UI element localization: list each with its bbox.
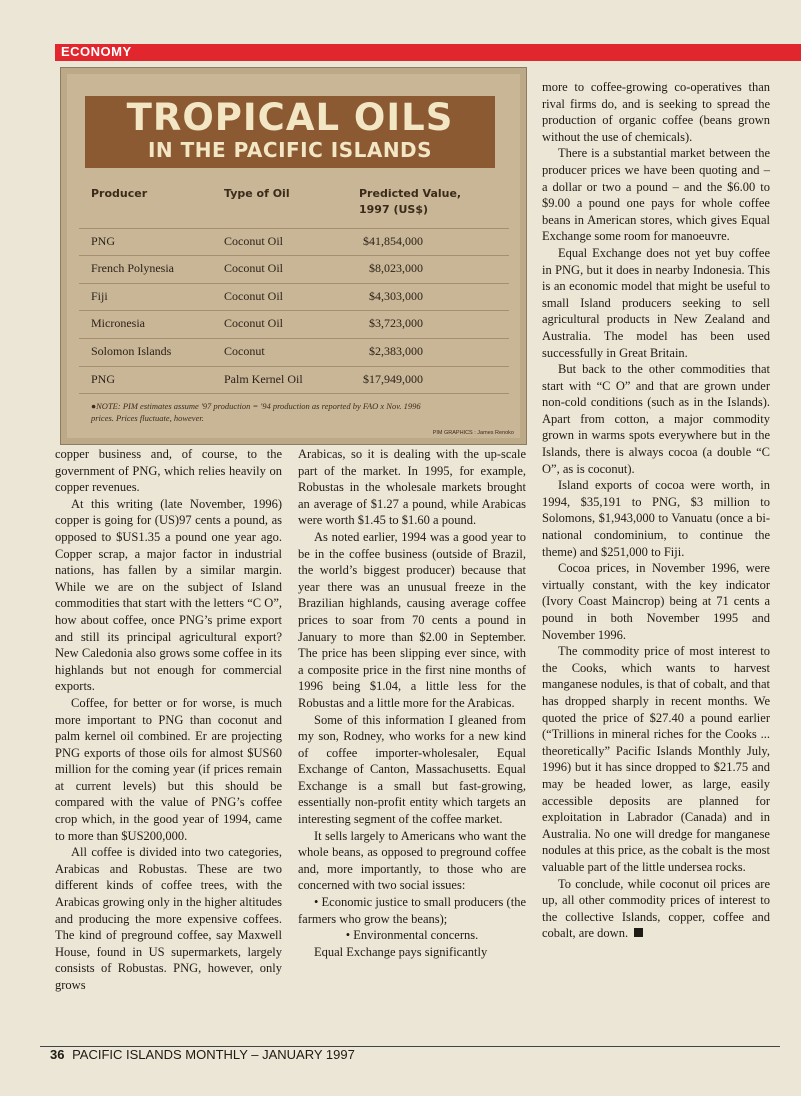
paragraph: Equal Exchange does not yet buy coffee in PNG, but it does in nearby Indonesia. This is an economic model that might be useful to small Island producers seeking to sell agricultural products in New Zealand and Australia. The model has been used successfully in Great Britain. [542,245,770,360]
table-row: Fiji Coconut Oil $4,303,000 [79,283,509,310]
table-title: TROPICAL OILS [126,96,454,139]
header-producer: Producer [91,187,148,200]
paragraph: Some of this information I gleaned from my son, Rodney, who works for a new kind of coffee importer-wholesaler, Equal Exchange of Canton, Massachusetts. Equal Exchange is a small but fast-growing, essentially non-profit entity which targets an interesting segment of the coffee market. [298,712,526,827]
paragraph: At this writing (late November, 1996) copper is going for (US)97 cents a pound, as opposed to $US1.35 a pound one year ago. Copper scrap, a major factor in industrial nations, has fallen by a similar margin. While we are on the subject of Island commodities that start with the letters “C O”, how about coffee, once PNG’s prime export and still its principal agricultural export? New Caledonia also grows some coffee in its highlands but not enough for commercial exports. [55,496,282,694]
bullet-item: • Economic justice to small producers (the farmers who grow the beans); [298,895,526,926]
header-predicted-value: Predicted Value, 1997 (US$) [359,187,462,216]
header-type-of-oil: Type of Oil [224,187,290,200]
paragraph: It sells largely to Americans who want the whole beans, as opposed to preground coffee and, more importantly, to those who are concerned with two social issues: [298,828,526,893]
paragraph: copper business and, of course, to the government of PNG, which relies heavily on copper revenues. [55,447,282,495]
page-footer [50,1047,355,1062]
paragraph: Equal Exchange pays significantly [314,944,488,959]
table-row: PNG Coconut Oil $41,854,000 [79,228,509,255]
bullet-item: • Environmental concerns. [345,928,479,943]
paragraph: more to coffee-growing co-operatives than rival firms do, and is seeking to spread the production of organic coffee (beans grown without the use of chemicals). [542,80,770,144]
publication-line: PACIFIC ISLANDS MONTHLY – JANUARY 1997 [72,1047,355,1062]
table-title-panel [85,96,495,168]
paragraph: Island exports of cocoa were worth, in 1994, $35,191 to PNG, $3 million to Solomons, $1,943,000 to Vanuatu (once a bi-national condominium, to continue the theme) and $251,000 to Fiji. [542,478,770,559]
table-row: Micronesia Coconut Oil $3,723,000 [79,310,509,337]
section-header-bar [55,44,801,61]
end-of-article-mark [634,928,643,937]
paragraph: The commodity price of most interest to the Cooks, which wants to harvest manganese nodules, is that of cobalt, and that has dropped sharply in recent months. We quoted the price of $27.40 a pound earlier (“Trillions in mineral riches for the Cooks ... theoretically” Pacific Islands Monthly July, 1996) but it has since dropped to $21.75 and may be headed lower, as large, easily accessible deposits are planned for exploitation in Labrador (Canada) and in Australia. No one will dredge for manganese nodules at this price, as the cobalt is the most valuable part of the little undersea rocks. [542,644,770,874]
page-number: 36 [50,1047,65,1062]
article-column-3 [542,79,770,942]
table-row: PNG Palm Kernel Oil $17,949,000 [79,366,509,394]
paragraph: Arabicas, so it is dealing with the up-scale part of the market. In 1995, for example, Robustas in the wholesale markets brought an average of $1.27 a pound, while Arabicas were worth $1.45 to $1.60 a pound. [298,447,526,528]
paragraph: Coffee, for better or for worse, is much more important to PNG than coconut and palm kernel oil combined. Er are projecting PNG exports of those oils for almost $US60 million for the coming year (if prices remain at current levels) but this should be compared with the value of PNG’s coffee crop which, in the good year of 1994, came to more than $US200,000. [55,695,282,843]
article-column-2 [298,446,526,960]
paragraph: But back to the other commodities that start with “C O” and that are grown under non-cold conditions (such as in the Islands). Apart from cotton, a major commodity grown in warms spots everywhere but in the Islands, there is always cocoa (a double “C O”, as is coconut). [542,362,770,476]
graphics-credit: PIM GRAPHICS : James Renoko [432,430,514,436]
tropical-oils-table [60,67,527,445]
table-note: ●NOTE: PIM estimates assume '97 production = '94 production as reported by FAO x Nov. 1996 prices. Prices fluctuate, however. [91,401,421,423]
paragraph: All coffee is divided into two categories, Arabicas and Robustas. These are two different kinds of coffee trees, with the Arabicas growing only in the higher altitudes and producing the more expensive coffees. The kind of preground coffee, say Maxwell House, found in US supermarkets, largely consists of Robustas. PNG, however, only grows [55,845,282,992]
section-label: ECONOMY [61,44,132,59]
paragraph: Cocoa prices, in November 1996, were virtually constant, with the key indicator (Ivory Coast Maincrop) being at 71 cents a pound in both November 1995 and November 1996. [542,561,770,642]
paragraph: There is a substantial market between the producer prices we have been quoting and – a dollar or two a pound – and the $6.00 to $9.00 a pound one pays for whole coffee beans in American stores, which gives Equal Exchange some room for manoeuvre. [542,146,770,244]
table-row: French Polynesia Coconut Oil $8,023,000 [79,255,509,282]
paragraph: To conclude, while coconut oil prices are up, all other commodity prices of interest to the collective Islands, copper, coffee and cobalt, are down. [542,876,770,941]
table-subtitle: IN THE PACIFIC ISLANDS [147,138,433,162]
article-column-1 [55,446,282,994]
table-row: Solomon Islands Coconut $2,383,000 [79,338,509,365]
paragraph: As noted earlier, 1994 was a good year to be in the coffee business (outside of Brazil, the world’s biggest producer) because that year there was an unusual freeze in the Brazilian highlands, causing average coffee prices to soar from 70 cents a pound in January to more than $2.00 in September. The price has been slipping ever since, with a composite price in the first nine months of 1996 being $1.04, a little less for the Robustas and a little more for the Arabicas. [298,529,526,710]
